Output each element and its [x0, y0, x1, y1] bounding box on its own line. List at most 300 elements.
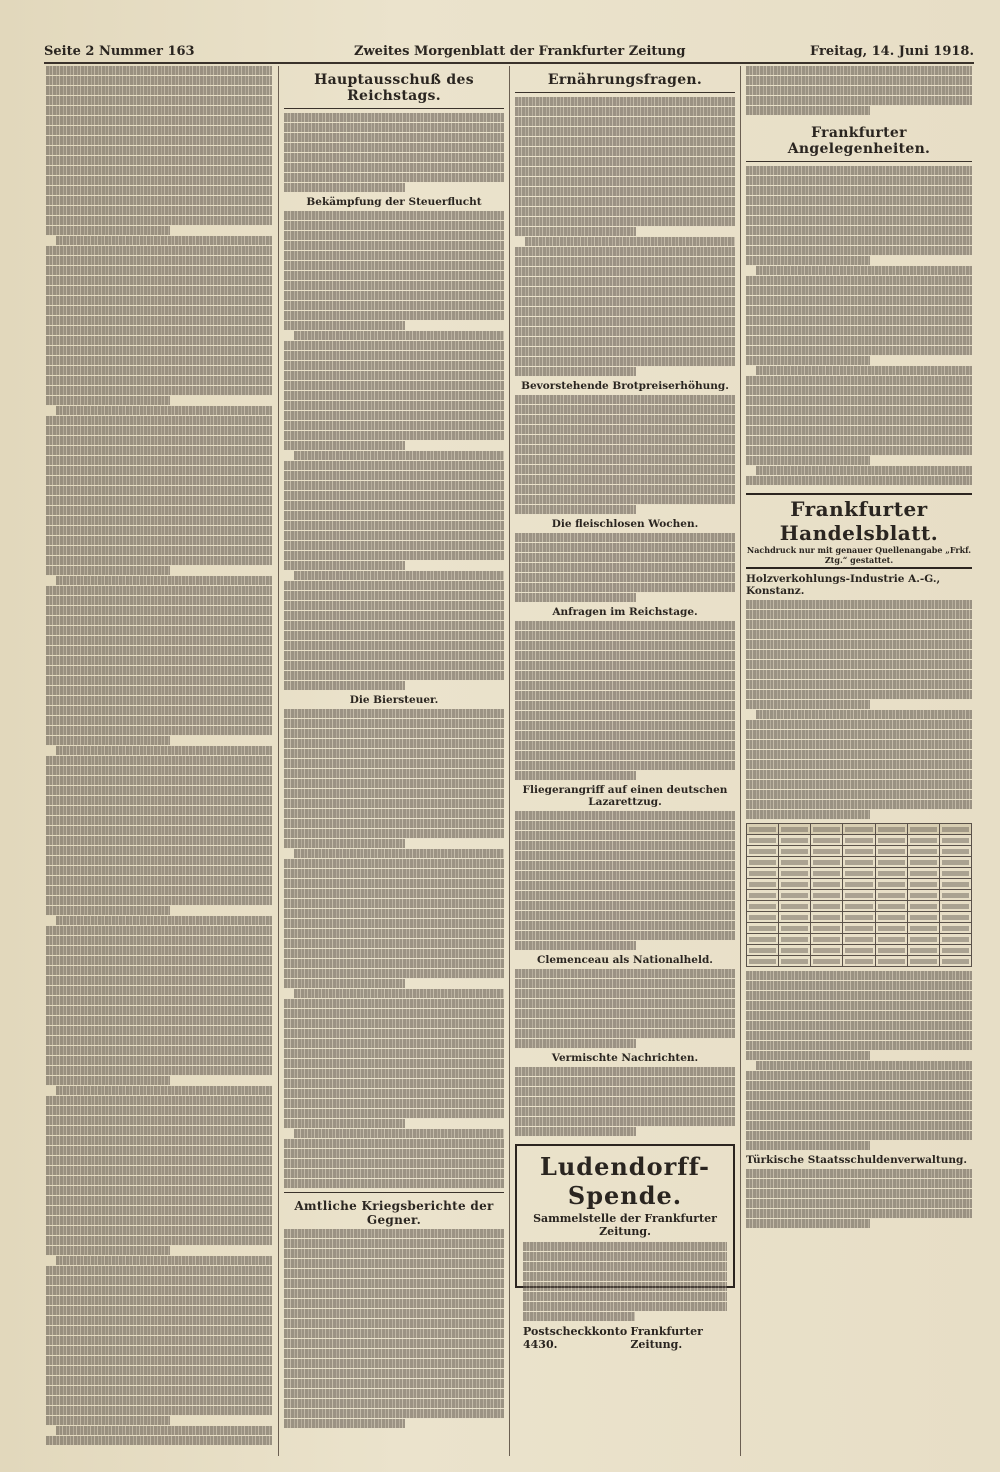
text-line	[746, 630, 972, 639]
text-line	[515, 1107, 735, 1116]
financial-table	[746, 823, 972, 967]
headline-hauptausschuss: Hauptausschuß des Reichstags.	[314, 72, 474, 104]
text-line	[284, 321, 405, 330]
text-line	[284, 301, 504, 310]
text-line	[46, 1266, 272, 1275]
text-line	[746, 326, 972, 335]
table-cell	[875, 890, 907, 901]
text-line	[46, 266, 272, 275]
text-line	[284, 1139, 504, 1148]
text-line	[746, 790, 972, 799]
text-line	[284, 133, 504, 142]
handelsblatt-banner	[746, 493, 972, 569]
text-line	[515, 563, 735, 572]
subhead-clemenceau: Clemenceau als Nationalheld.	[537, 954, 713, 966]
text-line	[746, 166, 972, 175]
text-line	[46, 1406, 272, 1415]
text-line	[284, 749, 504, 758]
text-line	[284, 1229, 504, 1238]
cell-text	[781, 926, 808, 931]
text-line	[515, 127, 735, 136]
text-line	[46, 696, 272, 705]
table-cell	[747, 890, 779, 901]
text-line	[746, 1219, 870, 1228]
text-line	[284, 381, 504, 390]
table-cell	[843, 912, 875, 923]
table-row	[747, 835, 972, 846]
text-line	[294, 1129, 504, 1138]
cell-text	[749, 838, 776, 843]
article-text	[746, 971, 972, 1150]
text-line	[746, 750, 972, 759]
text-line	[515, 217, 735, 226]
text-line	[46, 1046, 272, 1055]
table-row	[747, 846, 972, 857]
text-line	[515, 317, 735, 326]
cell-text	[813, 893, 840, 898]
text-line	[284, 251, 504, 260]
text-line	[46, 196, 272, 205]
article-text	[515, 969, 735, 1048]
cell-text	[910, 904, 937, 909]
text-line	[746, 406, 972, 415]
cell-text	[813, 948, 840, 953]
text-line	[746, 386, 972, 395]
table-row	[747, 956, 972, 967]
article-text	[746, 166, 972, 485]
text-line	[284, 719, 504, 728]
text-line	[46, 1126, 272, 1135]
text-line	[515, 465, 735, 474]
cell-text	[749, 959, 776, 964]
text-line	[46, 706, 272, 715]
text-line	[515, 543, 735, 552]
text-line	[56, 1426, 272, 1435]
text-line	[284, 1009, 504, 1018]
column-rule	[278, 66, 279, 1456]
text-line	[284, 231, 504, 240]
text-line	[515, 989, 735, 998]
text-line	[46, 516, 272, 525]
text-line	[46, 956, 272, 965]
text-line	[284, 341, 504, 350]
text-line	[515, 533, 735, 542]
text-line	[746, 1189, 972, 1198]
text-line	[746, 316, 972, 325]
cell-text	[942, 838, 969, 843]
cell-text	[942, 860, 969, 865]
subhead-vermischte: Vermischte Nachrichten.	[551, 1052, 699, 1064]
text-line	[746, 1131, 972, 1140]
table-cell	[811, 923, 843, 934]
text-line	[46, 126, 272, 135]
text-line	[756, 1061, 972, 1070]
text-line	[46, 496, 272, 505]
text-line	[284, 1299, 504, 1308]
text-line	[523, 1302, 727, 1311]
table-cell	[747, 912, 779, 923]
text-line	[746, 971, 972, 980]
article-text	[515, 621, 735, 780]
text-line	[515, 891, 735, 900]
text-line	[284, 441, 405, 450]
ad-footer	[523, 1325, 727, 1351]
text-line	[515, 861, 735, 870]
text-line	[746, 1141, 870, 1150]
cell-text	[845, 926, 872, 931]
text-line	[46, 1006, 272, 1015]
text-line	[515, 137, 735, 146]
text-line	[56, 576, 272, 585]
text-line	[515, 347, 735, 356]
article-text	[284, 1229, 504, 1428]
text-line	[284, 461, 504, 470]
cell-text	[813, 827, 840, 832]
text-line	[46, 336, 272, 345]
cell-text	[845, 915, 872, 920]
cell-text	[878, 937, 905, 942]
text-line	[746, 426, 972, 435]
text-line	[46, 1156, 272, 1165]
text-line	[46, 396, 170, 405]
page-number: Seite 2 Nummer 163	[44, 44, 195, 59]
table-cell	[907, 934, 939, 945]
text-line	[46, 826, 272, 835]
text-line	[284, 271, 504, 280]
text-line	[515, 761, 735, 770]
table-cell	[875, 835, 907, 846]
text-line	[515, 405, 735, 414]
text-line	[515, 337, 735, 346]
text-line	[46, 1096, 272, 1105]
table-cell	[907, 890, 939, 901]
text-line	[284, 1059, 504, 1068]
subhead-fliegerangriff: Fliegerangriff auf einen deutschen Lazarettzug.	[522, 784, 728, 808]
text-line	[515, 277, 735, 286]
text-line	[515, 681, 735, 690]
table-header-cell	[907, 824, 939, 835]
text-line	[515, 979, 735, 988]
table-cell	[747, 945, 779, 956]
divider	[746, 161, 972, 162]
table-cell	[843, 835, 875, 846]
text-line	[746, 306, 972, 315]
text-line	[46, 586, 272, 595]
text-line	[746, 981, 972, 990]
table-cell	[875, 945, 907, 956]
text-line	[46, 1246, 170, 1255]
text-line	[46, 206, 272, 215]
text-line	[46, 286, 272, 295]
text-line	[746, 376, 972, 385]
table-cell	[875, 868, 907, 879]
table-cell	[843, 956, 875, 967]
text-line	[294, 451, 504, 460]
text-line	[746, 246, 972, 255]
text-line	[284, 611, 504, 620]
cell-text	[878, 827, 905, 832]
article-text	[515, 811, 735, 950]
cell-text	[781, 882, 808, 887]
table-cell	[747, 846, 779, 857]
article-text	[284, 113, 504, 192]
text-line	[515, 851, 735, 860]
table-header-cell	[843, 824, 875, 835]
table-row	[747, 901, 972, 912]
text-line	[56, 406, 272, 415]
text-line	[56, 746, 272, 755]
table-row	[747, 890, 972, 901]
text-line	[46, 606, 272, 615]
text-line	[746, 96, 972, 105]
table-cell	[811, 846, 843, 857]
text-line	[284, 1339, 504, 1348]
text-line	[46, 536, 272, 545]
text-line	[284, 641, 504, 650]
table-cell	[875, 846, 907, 857]
text-line	[284, 531, 504, 540]
cell-text	[910, 948, 937, 953]
text-line	[515, 881, 735, 890]
table-row	[747, 868, 972, 879]
text-line	[746, 800, 972, 809]
text-line	[284, 241, 504, 250]
cell-text	[878, 860, 905, 865]
text-line	[284, 1389, 504, 1398]
text-line	[284, 1029, 504, 1038]
text-line	[284, 163, 504, 172]
table-cell	[747, 857, 779, 868]
text-line	[515, 721, 735, 730]
text-line	[46, 1336, 272, 1345]
divider	[284, 1192, 504, 1193]
text-line	[284, 1159, 504, 1168]
cell-text	[749, 937, 776, 942]
text-line	[46, 1206, 272, 1215]
table-cell	[779, 934, 811, 945]
text-line	[294, 571, 504, 580]
text-line	[746, 346, 972, 355]
text-line	[46, 1376, 272, 1385]
text-line	[515, 247, 735, 256]
text-line	[515, 811, 735, 820]
text-line	[46, 1026, 272, 1035]
text-line	[746, 1121, 972, 1130]
text-line	[284, 621, 504, 630]
text-line	[284, 1419, 405, 1428]
text-line	[46, 976, 272, 985]
text-line	[515, 505, 636, 514]
table-cell	[747, 956, 779, 967]
table-cell	[907, 912, 939, 923]
text-line	[746, 680, 972, 689]
text-line	[523, 1242, 727, 1251]
text-line	[46, 446, 272, 455]
text-line	[746, 296, 972, 305]
cell-text	[942, 893, 969, 898]
text-line	[746, 730, 972, 739]
text-line	[284, 153, 504, 162]
table-cell	[747, 901, 779, 912]
cell-text	[813, 926, 840, 931]
paper-signature: Frankfurter Zeitung.	[630, 1325, 703, 1351]
text-line	[284, 999, 504, 1008]
table-cell	[779, 912, 811, 923]
cell-text	[910, 959, 937, 964]
article-text	[515, 533, 735, 602]
text-line	[284, 391, 504, 400]
table-cell	[779, 890, 811, 901]
text-line	[515, 999, 735, 1008]
cell-text	[749, 860, 776, 865]
cell-text	[878, 926, 905, 931]
text-line	[284, 979, 405, 988]
cell-text	[845, 838, 872, 843]
cell-text	[845, 860, 872, 865]
column-3	[515, 66, 735, 1456]
text-line	[746, 1021, 972, 1030]
text-line	[46, 1276, 272, 1285]
text-line	[756, 366, 972, 375]
text-line	[515, 751, 735, 760]
text-line	[284, 779, 504, 788]
text-line	[746, 176, 972, 185]
text-line	[284, 879, 504, 888]
text-line	[756, 466, 972, 475]
table-cell	[843, 945, 875, 956]
text-line	[46, 1346, 272, 1355]
text-line	[46, 356, 272, 365]
article-text	[746, 1169, 972, 1228]
text-line	[284, 709, 504, 718]
table-cell	[843, 934, 875, 945]
column-rule	[509, 66, 510, 1456]
text-line	[46, 996, 272, 1005]
text-line	[284, 799, 504, 808]
cell-text	[749, 915, 776, 920]
text-line	[284, 601, 504, 610]
text-line	[46, 1356, 272, 1365]
text-line	[515, 731, 735, 740]
text-line	[46, 1386, 272, 1395]
text-line	[515, 553, 735, 562]
text-line	[46, 1416, 170, 1425]
article-text	[515, 1067, 735, 1136]
text-line	[515, 117, 735, 126]
cell-text	[813, 838, 840, 843]
text-line	[746, 1031, 972, 1040]
cell-text	[910, 893, 937, 898]
cell-text	[813, 849, 840, 854]
handelsblatt-subtitle: Nachdruck nur mit genauer Quellenangabe „Frkf. Ztg.“ gestattet.	[746, 545, 972, 565]
text-line	[746, 620, 972, 629]
text-line	[284, 681, 405, 690]
text-line	[56, 236, 272, 245]
text-line	[46, 106, 272, 115]
text-line	[46, 1196, 272, 1205]
text-line	[515, 831, 735, 840]
cell-text	[781, 860, 808, 865]
text-line	[46, 1186, 272, 1195]
text-line	[46, 1226, 272, 1235]
text-line	[46, 386, 272, 395]
cell-text	[878, 893, 905, 898]
text-line	[746, 610, 972, 619]
cell-text	[781, 937, 808, 942]
text-line	[284, 481, 504, 490]
table-cell	[939, 857, 971, 868]
text-line	[515, 425, 735, 434]
text-line	[746, 436, 972, 445]
subhead-anfragen: Anfragen im Reichstage.	[552, 606, 698, 618]
text-line	[746, 600, 972, 609]
text-line	[746, 1169, 972, 1178]
text-line	[515, 267, 735, 276]
text-line	[46, 186, 272, 195]
article-text	[746, 600, 972, 819]
text-line	[46, 476, 272, 485]
text-line	[284, 431, 504, 440]
text-line	[515, 495, 735, 504]
text-line	[46, 316, 272, 325]
text-line	[515, 771, 636, 780]
text-line	[46, 546, 272, 555]
cell-text	[910, 926, 937, 931]
cell-text	[813, 937, 840, 942]
text-line	[746, 76, 972, 85]
text-line	[515, 1019, 735, 1028]
text-line	[746, 650, 972, 659]
cell-text	[813, 915, 840, 920]
text-line	[46, 766, 272, 775]
text-line	[284, 869, 504, 878]
text-line	[284, 1109, 504, 1118]
table-cell	[939, 923, 971, 934]
text-line	[515, 631, 735, 640]
text-line	[284, 561, 405, 570]
text-line	[746, 660, 972, 669]
text-line	[284, 261, 504, 270]
text-line	[515, 297, 735, 306]
table-cell	[907, 868, 939, 879]
text-line	[523, 1282, 727, 1291]
text-line	[746, 1001, 972, 1010]
text-line	[515, 671, 735, 680]
text-line	[515, 357, 735, 366]
article-text	[515, 395, 735, 514]
issue-date: Freitag, 14. Juni 1918.	[810, 44, 974, 59]
table-cell	[843, 846, 875, 857]
cell-text	[878, 871, 905, 876]
table-row	[747, 934, 972, 945]
table-cell	[875, 923, 907, 934]
text-line	[746, 286, 972, 295]
text-line	[746, 1011, 972, 1020]
text-line	[46, 596, 272, 605]
cell-text	[942, 827, 969, 832]
text-line	[746, 991, 972, 1000]
text-line	[46, 326, 272, 335]
text-line	[284, 1039, 504, 1048]
cell-text	[910, 915, 937, 920]
text-line	[46, 656, 272, 665]
subhead-brotpreis: Bevorstehende Brotpreiserhöhung.	[521, 380, 729, 392]
text-line	[284, 183, 405, 192]
table-header-row	[747, 824, 972, 835]
table-cell	[907, 835, 939, 846]
table-cell	[779, 868, 811, 879]
table-cell	[747, 879, 779, 890]
